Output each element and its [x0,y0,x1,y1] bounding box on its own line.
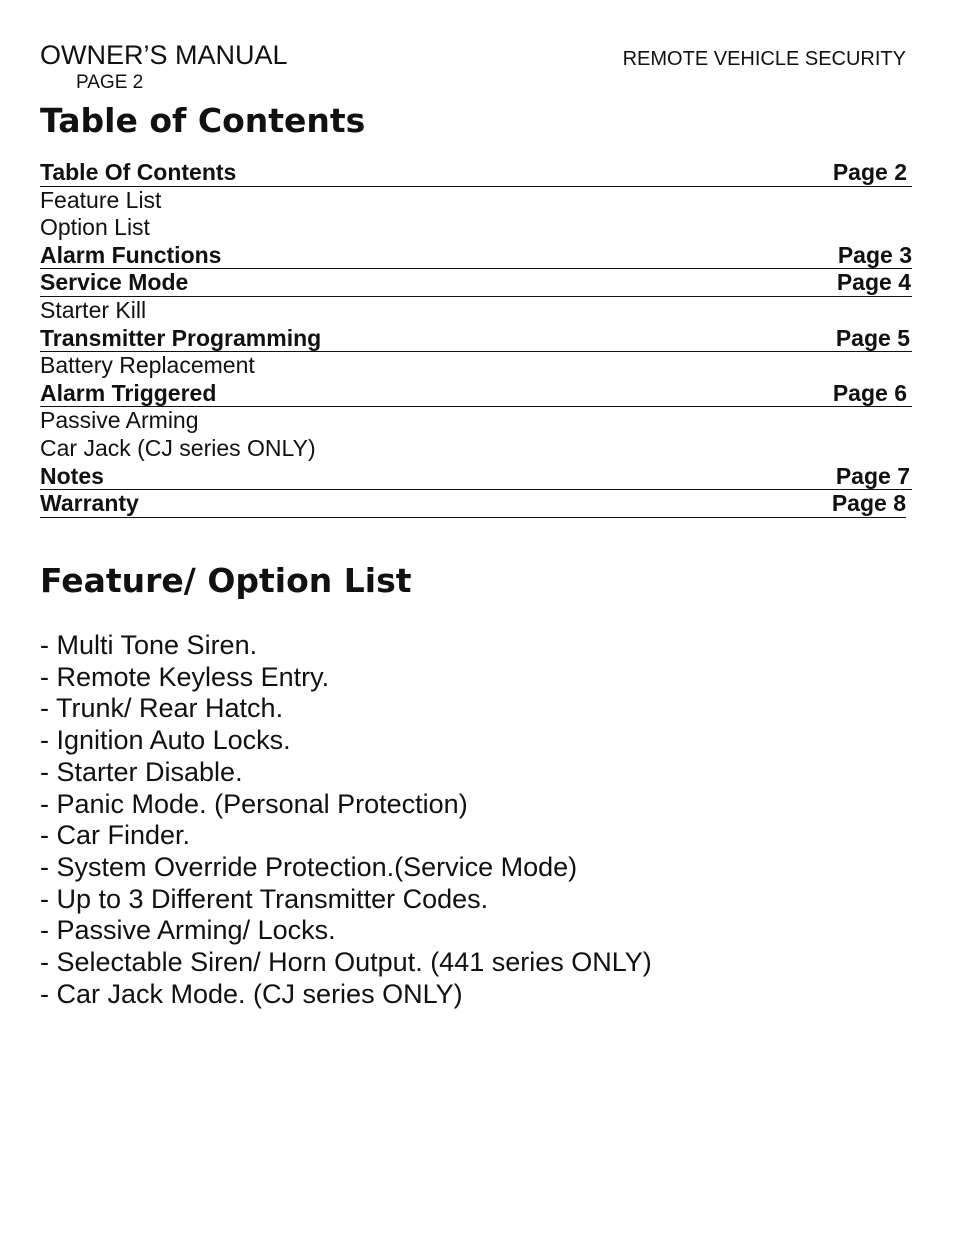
product-title: REMOTE VEHICLE SECURITY [622,48,906,70]
table-of-contents [40,159,912,518]
toc-entry-page: Page 4 [836,269,911,296]
feature-item: - System Override Protection.(Service Mode) [40,851,578,882]
toc-entry-page: Page 7 [835,462,910,489]
toc-entry-title: Option List [40,214,150,241]
feature-item: - Multi Tone Siren. [40,630,258,660]
toc-entry-page: Page 6 [832,379,907,406]
toc-heading: Table of Contents [40,101,366,140]
toc-entry-title: Car Jack (CJ series ONLY) [40,434,316,461]
toc-entry-title: Feature List [40,186,162,213]
feature-item: - Remote Keyless Entry. [40,661,330,692]
toc-entry [40,325,912,353]
toc-entry-title: Passive Arming [40,407,199,434]
feature-list-heading: Feature/ Option List [40,561,412,600]
toc-entry-title: Battery Replacement [40,352,255,379]
feature-item: - Car Finder. [40,820,191,851]
feature-item: - Ignition Auto Locks. [40,725,291,756]
toc-entry [40,159,912,187]
toc-entry [40,352,912,380]
feature-item: - Selectable Siren/ Horn Output. (441 series ONLY) [40,947,652,978]
toc-entry-title: Transmitter Programming [40,324,322,351]
feature-list [40,630,652,1010]
toc-entry-title: Starter Kill [40,296,147,323]
toc-entry-page: Page 3 [837,241,912,268]
toc-entry-page: Page 5 [835,324,910,351]
toc-entry-title: Alarm Functions [40,241,222,268]
feature-item: - Trunk/ Rear Hatch. [40,693,284,724]
toc-entry [40,297,912,325]
toc-entry-title: Warranty [40,490,139,517]
toc-entry [40,269,912,297]
toc-entry [40,380,912,408]
toc-entry-title: Alarm Triggered [40,379,217,406]
page-number: PAGE 2 [76,72,144,93]
feature-item: - Panic Mode. (Personal Protection) [40,788,468,819]
toc-entry [40,407,912,435]
toc-entry [40,463,912,491]
toc-entry-title: Table Of Contents [40,159,237,185]
toc-entry-page: Page 8 [831,490,906,517]
toc-entry-page: Page 2 [832,159,907,185]
toc-entry [40,490,906,518]
manual-title: OWNER’S MANUAL [40,40,288,70]
toc-entry [40,214,912,242]
feature-item: - Up to 3 Different Transmitter Codes. [40,883,489,914]
feature-item: - Car Jack Mode. (CJ series ONLY) [40,978,463,1009]
toc-entry [40,435,912,463]
toc-entry-title: Notes [40,462,104,489]
feature-item: - Starter Disable. [40,756,243,787]
toc-entry-title: Service Mode [40,269,189,296]
feature-item: - Passive Arming/ Locks. [40,915,336,946]
toc-entry [40,187,912,215]
toc-entry [40,242,912,270]
